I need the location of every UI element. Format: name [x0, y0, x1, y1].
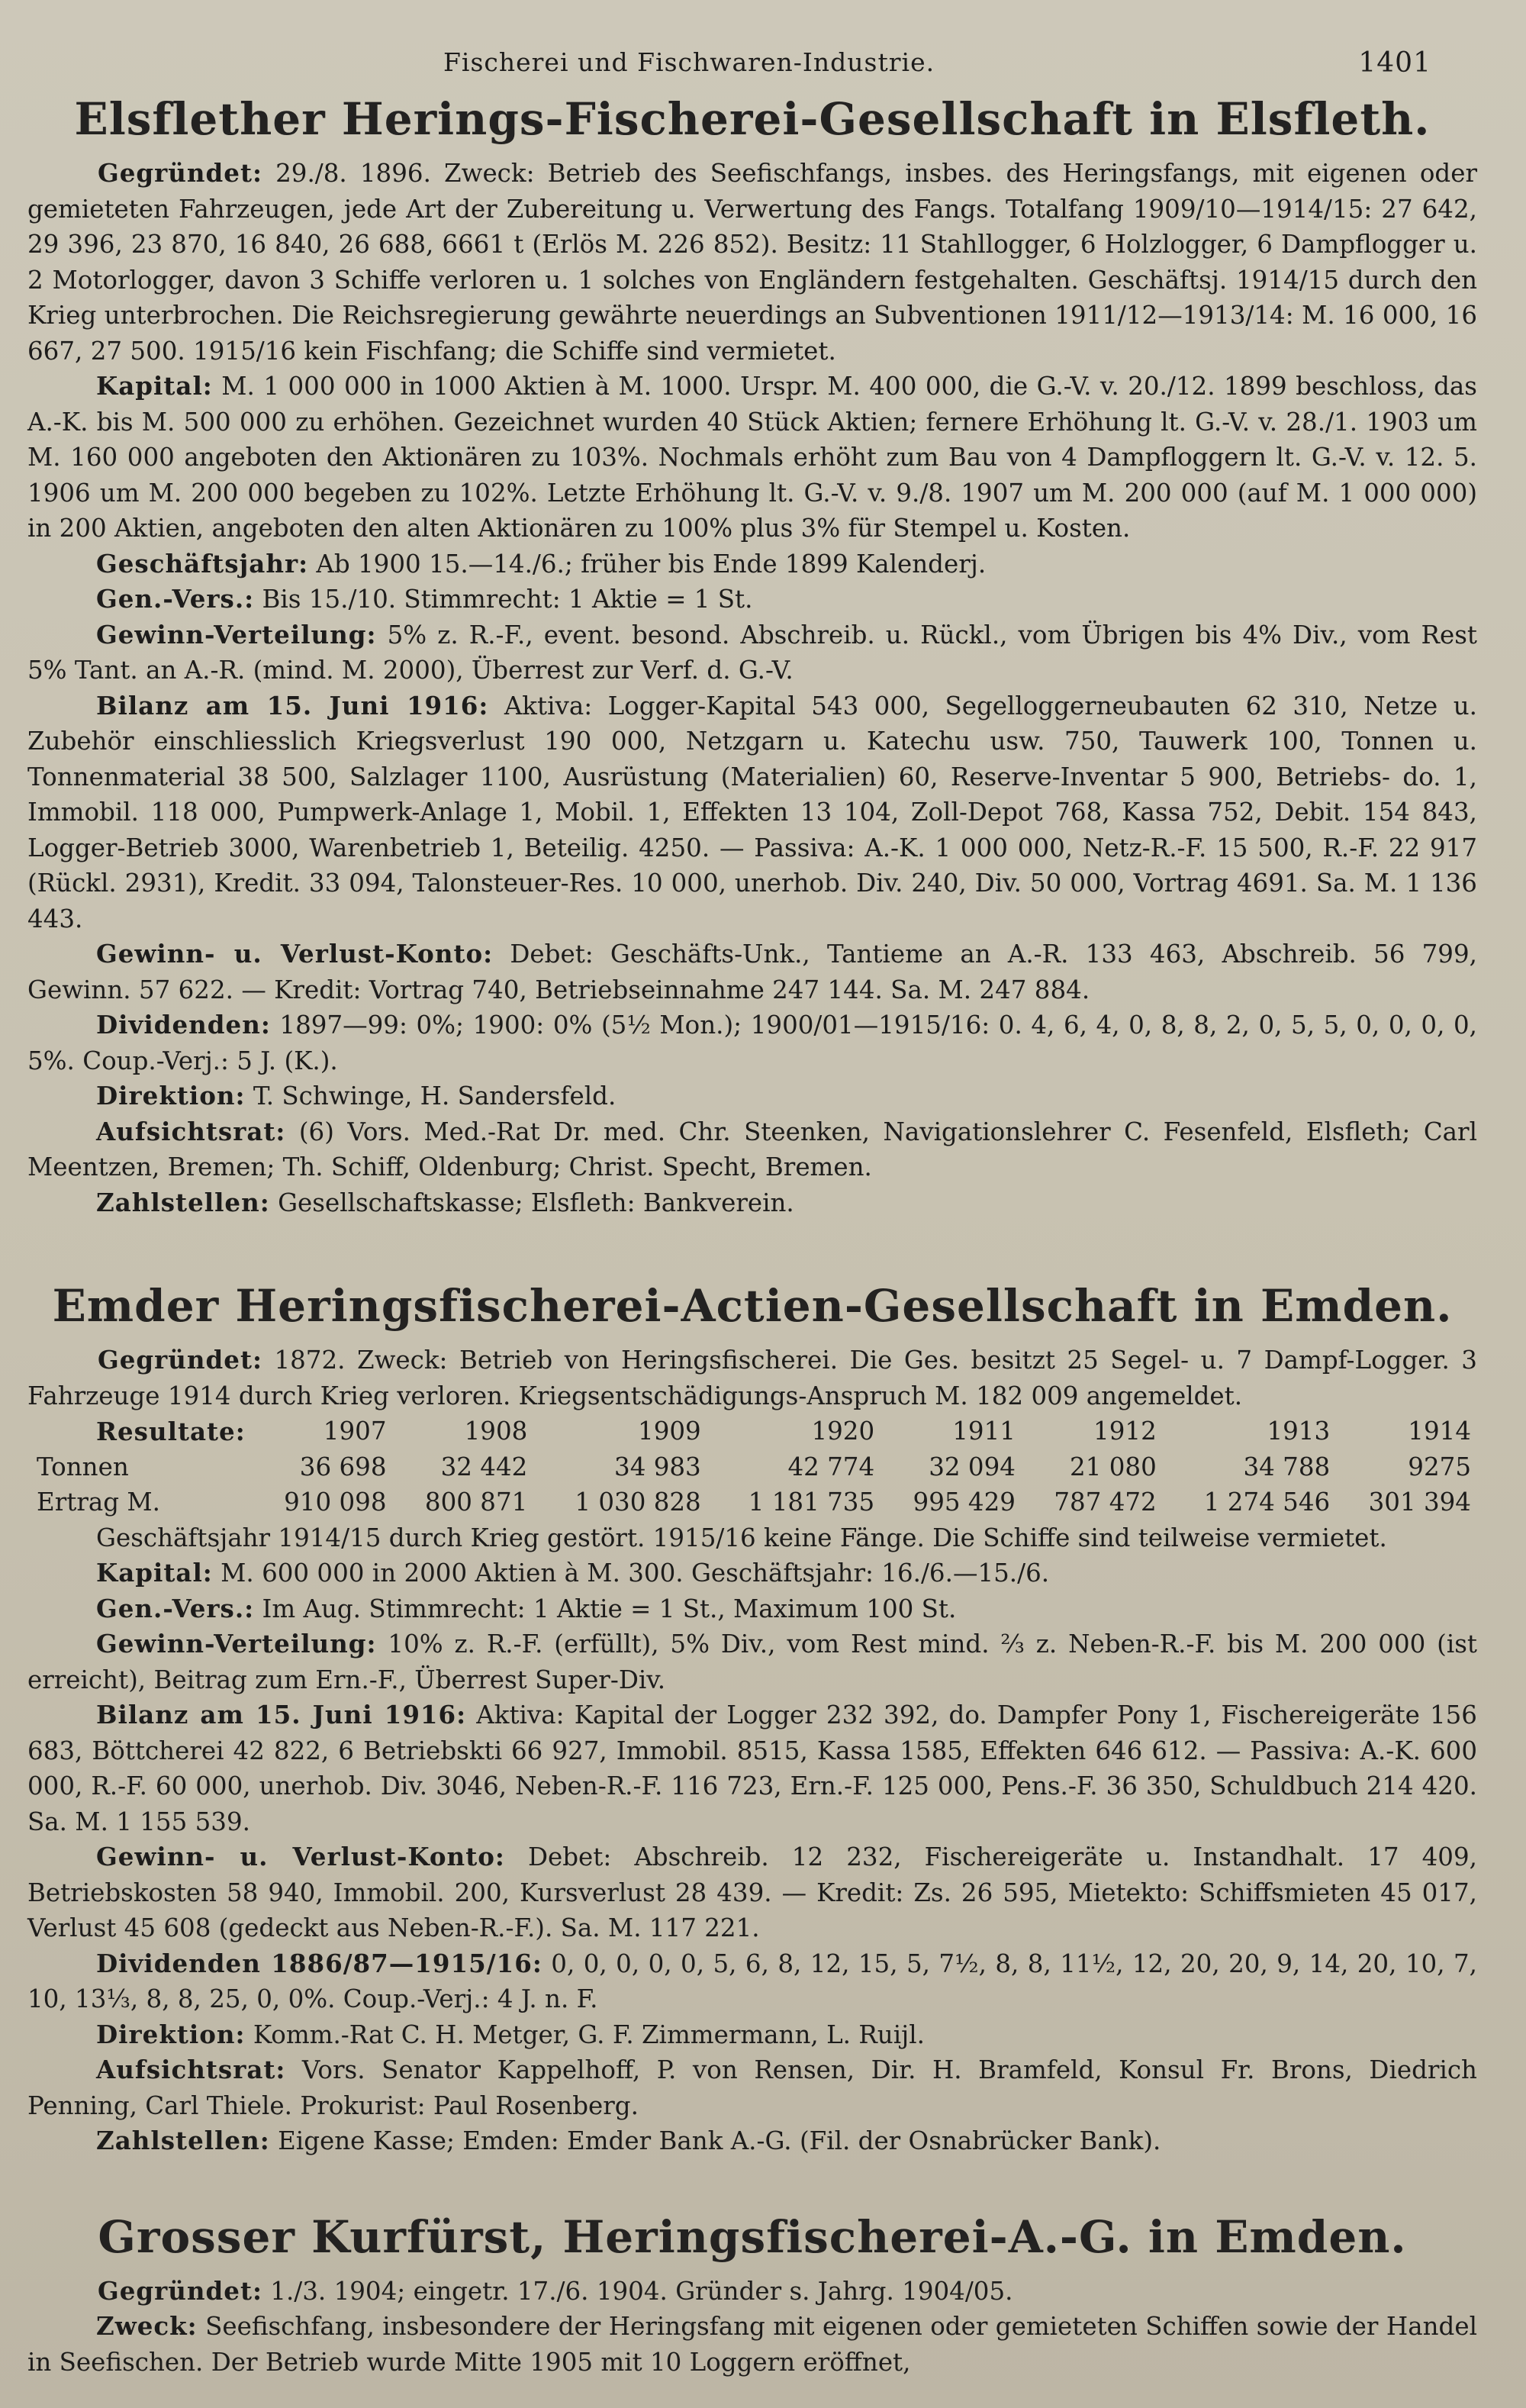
- results-year: 1907: [323, 1417, 387, 1446]
- results-cell: 32 442: [440, 1452, 528, 1481]
- company-entry-emden: [27, 1280, 1477, 2159]
- field-text: (6) Vors. Med.-Rat Dr. med. Chr. Steenken, Navigationslehrer C. Fesenfeld, Elsfleth; Carl Meentzen, Bremen; Th. Schiff, Oldenburg; Christ. Specht, Bremen.: [27, 1117, 1477, 1181]
- field-text: Aktiva: Kapital der Logger 232 392, do. Dampfer Pony 1, Fischereigeräte 156 683, Böttcherei 42 822, 6 Betriebskti 66 927, Immobil. 8515, Kassa 1585, Effekten 646 612. — Passiva: A.-K. 600 000, R.-F. 60 000, unerhob. Div. 3046, Neben-R.-F. 116 723, Ern.-F. 125 000, Pens.-F. 36 350, Schuldbuch 214 420. Sa. M. 1 155 539.: [27, 1700, 1477, 1836]
- results-cell: 21 080: [1070, 1452, 1157, 1481]
- entry-paragraph: [27, 1555, 1477, 1591]
- field-text: Im Aug. Stimmrecht: 1 Aktie = 1 St., Maximum 100 St.: [254, 1594, 957, 1623]
- results-cell: 800 871: [424, 1488, 528, 1517]
- page-number: 1401: [1358, 47, 1431, 79]
- field-text: 5% z. R.-F., event. besond. Abschreib. u. Rückl., vom Übrigen bis 4% Div., vom Rest 5% Tant. an A.-R. (mind. M. 2000), Überrest zur Verf. d. G.-V.: [27, 620, 1477, 685]
- results-cell: 32 094: [929, 1452, 1016, 1481]
- results-cell: 1 030 828: [575, 1488, 701, 1517]
- results-cell: 787 472: [1054, 1488, 1157, 1517]
- entry-paragraph: [27, 1185, 1477, 1221]
- results-cell: 1 274 546: [1203, 1488, 1331, 1517]
- entry-paragraph: [27, 2309, 1477, 2380]
- field-label: Kapital:: [96, 371, 213, 401]
- field-text: 1./3. 1904; eingetr. 17./6. 1904. Gründer s. Jahrg. 1904/05.: [262, 2276, 1013, 2306]
- field-label: Direktion:: [96, 2019, 246, 2049]
- entry-paragraph: [27, 617, 1477, 688]
- company-heading: Elsflether Herings-Fischerei-Gesellschaft in Elsfleth.: [74, 93, 1431, 145]
- results-table: [37, 1414, 1471, 1520]
- field-label: Gewinn-Verteilung:: [96, 619, 377, 650]
- field-label: Gewinn- u. Verlust-Konto:: [96, 939, 494, 969]
- results-cell: 42 774: [787, 1452, 875, 1481]
- field-label: Gegründet:: [98, 1345, 262, 1375]
- field-text: 10% z. R.-F. (erfüllt), 5% Div., vom Rest mind. ⅔ z. Neben-R.-F. bis M. 200 000 (ist erreicht), Beitrag zum Ern.-F., Überrest Super-Div.: [27, 1630, 1477, 1694]
- results-cell: 34 983: [614, 1452, 701, 1481]
- field-label: Zahlstellen:: [96, 2126, 270, 2155]
- entry-paragraph: [27, 2017, 1477, 2053]
- entry-paragraph: [27, 1591, 1477, 1627]
- results-year: 1909: [638, 1417, 701, 1446]
- field-text: 1897—99: 0%; 1900: 0% (5½ Mon.); 1900/01—1915/16: 0. 4, 6, 4, 0, 8, 8, 2, 0, 5, 5, 0, 0, 0, 0, 5%. Coup.-Verj.: 5 J. (K.).: [27, 1011, 1477, 1075]
- results-cell: 9275: [1408, 1452, 1471, 1481]
- company-entry-elsfleth: [27, 93, 1477, 1220]
- field-label: Kapital:: [96, 1558, 213, 1588]
- entry-paragraph: [27, 1007, 1477, 1078]
- entry-paragraph: [27, 1078, 1477, 1114]
- field-label: Aufsichtsrat:: [96, 1116, 286, 1146]
- results-row-ertrag: [37, 1484, 1471, 1520]
- entry-paragraph: [27, 1343, 1477, 1414]
- field-label: Dividenden:: [96, 1010, 271, 1040]
- field-text: 0, 0, 0, 0, 0, 5, 6, 8, 12, 15, 5, 7½, 8, 8, 11½, 12, 20, 20, 9, 14, 20, 10, 7, 10, 13⅓, 8, 8, 25, 0, 0%. Coup.-Verj.: 4 J. n. F.: [27, 1949, 1477, 2013]
- entry-paragraph: [27, 936, 1477, 1007]
- field-text: Vors. Senator Kappelhoff, P. von Rensen, Dir. H. Bramfeld, Konsul Fr. Brons, Diedrich Penning, Carl Thiele. Prokurist: Paul Rosenberg.: [27, 2055, 1477, 2120]
- field-text: Ab 1900 15.—14./6.; früher bis Ende 1899 Kalenderj.: [308, 549, 987, 579]
- field-text: 29./8. 1896. Zweck: Betrieb des Seefischfangs, insbes. des Heringsfangs, mit eigenen oder gemieteten Fahrzeugen, jede Art der Zubereitung u. Verwertung des Fangs. Totalfang 1909/10—1914/15: 27 642, 29 396, 23 870, 16 840, 26 688, 6661 t (Erlös M. 226 852). Besitz: 11 Stahllogger, 6 Holzlogger, 6 Dampflogger u. 2 Motorlogger, davon 3 Schiffe verloren u. 1 solches von Engländern festgehalten. Geschäftsj. 1914/15 durch den Krieg unterbrochen. Die Reichsregierung gewährte neuerdings an Subventionen 1911/12—1913/14: M. 16 000, 16 667, 27 500. 1915/16 kein Fischfang; die Schiffe sind vermietet.: [27, 159, 1477, 366]
- entry-paragraph: [27, 546, 1477, 582]
- field-text: Aktiva: Logger-Kapital 543 000, Segelloggerneubauten 62 310, Netze u. Zubehör einschliesslich Kriegsverlust 190 000, Netzgarn u. Katechu usw. 750, Tauwerk 100, Tonnen u. Tonnenmaterial 38 500, Salzlager 1100, Ausrüstung (Materialien) 60, Reserve-Inventar 5 900, Betriebs- do. 1, Immobil. 118 000, Pumpwerk-Anlage 1, Mobil. 1, Effekten 13 104, Zoll-Depot 768, Kassa 752, Debit. 154 843, Logger-Betrieb 3000, Warenbetrieb 1, Beteilig. 4250. — Passiva: A.-K. 1 000 000, Netz-R.-F. 15 500, R.-F. 22 917 (Rückl. 2931), Kredit. 33 094, Talonsteuer-Res. 10 000, unerhob. Div. 240, Div. 50 000, Vortrag 4691. Sa. M. 1 136 443.: [27, 691, 1477, 933]
- field-text: M. 1 000 000 in 1000 Aktien à M. 1000. Urspr. M. 400 000, die G.-V. v. 20./12. 1899 beschloss, das A.-K. bis M. 500 000 zu erhöhen. Gezeichnet wurden 40 Stück Aktien; fernere Erhöhung lt. G.-V. v. 28./1. 1903 um M. 160 000 angeboten den Aktionären zu 103%. Nochmals erhöht zum Bau von 4 Dampfloggern lt. G.-V. v. 12. 5. 1906 um M. 200 000 begeben zu 102%. Letzte Erhöhung lt. G.-V. v. 9./8. 1907 um M. 200 000 (auf M. 1 000 000) in 200 Aktien, angeboten den alten Aktionären zu 100% plus 3% für Stempel u. Kosten.: [27, 372, 1477, 543]
- field-text: Seefischfang, insbesondere der Heringsfang mit eigenen oder gemieteten Schiffen sowie der Handel in Seefischen. Der Betrieb wurde Mitte 1905 mit 10 Loggern eröffnet,: [27, 2312, 1477, 2377]
- field-label: Gen.-Vers.:: [96, 584, 255, 614]
- field-text: Debet: Abschreib. 12 232, Fischereigeräte u. Instandhalt. 17 409, Betriebskosten 58 940, Immobil. 200, Kursverlust 28 439. — Kredit: Zs. 26 595, Mietekto: Schiffsmieten 45 017, Verlust 45 608 (gedeckt aus Neben-R.-F.). Sa. M. 117 221.: [27, 1842, 1477, 1942]
- results-year: 1912: [1093, 1417, 1157, 1446]
- results-cell: 995 429: [913, 1488, 1016, 1517]
- company-heading: Grosser Kurfürst, Heringsfischerei-A.-G. in Emden.: [98, 2210, 1407, 2263]
- results-year: 1920: [811, 1417, 875, 1446]
- entry-paragraph: [27, 1946, 1477, 2017]
- entry-paragraph: [27, 688, 1477, 937]
- field-label: Aufsichtsrat:: [96, 2055, 286, 2084]
- results-cell: 910 098: [284, 1488, 387, 1517]
- entry-paragraph: [27, 1626, 1477, 1697]
- results-row-label: Tonnen: [37, 1452, 129, 1481]
- entry-paragraph: [27, 1697, 1477, 1839]
- entry-paragraph: [27, 2052, 1477, 2123]
- results-header-row: [37, 1414, 1471, 1449]
- entry-paragraph: [27, 1520, 1477, 1556]
- field-text: Komm.-Rat C. H. Metger, G. F. Zimmermann, L. Ruijl.: [245, 2020, 925, 2049]
- field-label: Gegründet:: [98, 2275, 262, 2306]
- results-label: Resultate:: [96, 1416, 246, 1446]
- results-cell: 34 788: [1243, 1452, 1331, 1481]
- field-text: T. Schwinge, H. Sandersfeld.: [245, 1082, 617, 1111]
- results-year: 1908: [464, 1417, 528, 1446]
- field-label: Bilanz am 15. Juni 1916:: [96, 690, 489, 720]
- results-year: 1913: [1267, 1417, 1331, 1446]
- results-row-label: Ertrag M.: [37, 1488, 160, 1517]
- field-label: Gegründet:: [98, 158, 262, 188]
- results-year: 1911: [952, 1417, 1016, 1446]
- results-row-tonnen: [37, 1449, 1471, 1485]
- entry-paragraph: [27, 2123, 1477, 2159]
- results-cell: 36 698: [299, 1452, 387, 1481]
- field-text: Geschäftsjahr 1914/15 durch Krieg gestört. 1915/16 keine Fänge. Die Schiffe sind teilweise vermietet.: [96, 1523, 1387, 1552]
- field-label: Zweck:: [96, 2311, 198, 2341]
- field-label: Geschäftsjahr:: [96, 548, 309, 579]
- field-label: Gewinn- u. Verlust-Konto:: [96, 1842, 505, 1871]
- running-header: [27, 47, 1477, 93]
- field-text: Gesellschaftskasse; Elsfleth: Bankverein.: [269, 1188, 794, 1217]
- entry-paragraph: [27, 2274, 1477, 2310]
- field-label: Zahlstellen:: [96, 1187, 270, 1217]
- field-label: Direktion:: [96, 1081, 246, 1111]
- results-cell: 301 394: [1368, 1488, 1471, 1517]
- field-text: Bis 15./10. Stimmrecht: 1 Aktie = 1 St.: [254, 585, 753, 614]
- field-label: Gen.-Vers.:: [96, 1593, 255, 1623]
- field-label: Dividenden 1886/87—1915/16:: [96, 1948, 542, 1978]
- field-text: 1872. Zweck: Betrieb von Heringsfischerei. Die Ges. besitzt 25 Segel- u. 7 Dampf-Logger. 3 Fahrzeuge 1914 durch Krieg verloren. Kriegsentschädigungs-Anspruch M. 182 009 angemeldet.: [27, 1346, 1477, 1410]
- entry-paragraph: [27, 1114, 1477, 1185]
- field-text: M. 600 000 in 2000 Aktien à M. 300. Geschäftsjahr: 16./6.—15./6.: [212, 1559, 1050, 1588]
- entry-paragraph: [27, 369, 1477, 546]
- field-label: Bilanz am 15. Juni 1916:: [96, 1700, 467, 1729]
- company-entry-grosser-kurfuerst: [27, 2211, 1477, 2381]
- results-year: 1914: [1408, 1417, 1471, 1446]
- company-heading: Emder Heringsfischerei-Actien-Gesellschaft in Emden.: [52, 1280, 1453, 1332]
- entry-paragraph: [27, 1839, 1477, 1946]
- field-text: Eigene Kasse; Emden: Emder Bank A.-G. (Fil. der Osnabrücker Bank).: [269, 2126, 1161, 2155]
- running-title: Fischerei und Fischwaren-Industrie.: [443, 47, 935, 77]
- field-label: Gewinn-Verteilung:: [96, 1629, 377, 1659]
- entry-paragraph: [27, 582, 1477, 617]
- field-text: Debet: Geschäfts-Unk., Tantieme an A.-R. 133 463, Abschreib. 56 799, Gewinn. 57 622. — Kredit: Vortrag 740, Betriebseinnahme 247 144. Sa. M. 247 884.: [27, 940, 1477, 1004]
- page-content: [27, 47, 1477, 2380]
- entry-paragraph: [27, 156, 1477, 369]
- results-cell: 1 181 735: [748, 1488, 875, 1517]
